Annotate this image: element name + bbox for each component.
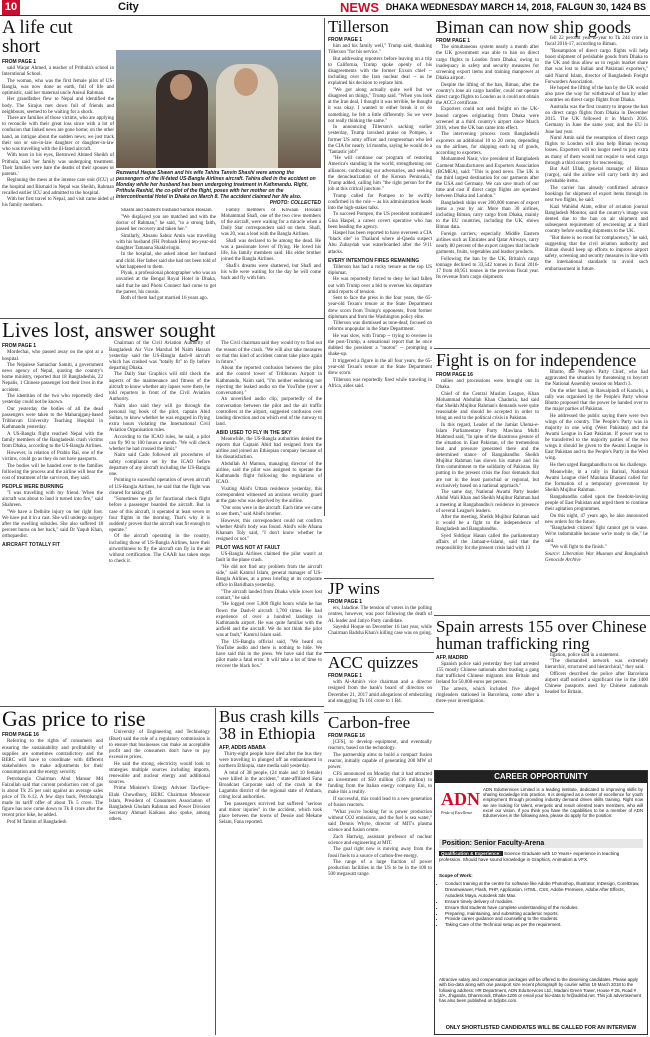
paragraph: Our yesterday the bodies of all the dead passengers were taken to the Maharajganj-based Tribhuvan University Teaching Hospital in Kathmandu yesterday.: [2, 407, 103, 431]
paragraph: Zach Hartwig, assistant professor of nuclear science and engineering at MIT.: [328, 834, 432, 846]
dateline: FROM PAGE 1: [328, 599, 363, 606]
column-rule: [215, 708, 216, 1035]
article-bus-crash: [219, 708, 322, 1035]
paragraph: him and his family well," Trump said, thanking Tillerson "for his service.": [328, 44, 432, 56]
paragraph: Sayedul Hoque on December 16 last year, while Chairman Badsha Khan's killing case was on going.: [328, 625, 432, 637]
paragraph: "The aircraft landed from Dhaka while tower lost contact," he said.: [216, 589, 322, 601]
paragraph: The bodies will be handed over to the families following the process and the airline will bear the cost of treatment of the survivors, they said.: [2, 463, 103, 481]
article-life-cut-short: [2, 18, 114, 316]
paragraph: Beginning the mess at the intense care unit (ICU) of the hospital and Bismaid in Nepal was Sheikh, Rahman recalled earlier ICU and admitted to the hospital.: [2, 178, 114, 196]
paragraph: The range of a large fraction of power production facilities in the US to be in the 100 to 500 megawatt range.: [328, 860, 432, 878]
logo-mark: ADN: [441, 789, 480, 809]
paragraph: On the other hand, in Rawalpindi of Karachi, a rally was organised by the People's Party whose Bhutto proposed that the power be handed over to the major parties of Pakistan.: [545, 388, 648, 412]
paragraph: "But there is no room for complacency," he said, suggesting that the civil aviation authority and Biman should keep up efforts to improve airport safety, screening and security measures in line with the international standards to avoid such embarrassment in future.: [545, 236, 648, 272]
paragraph: Kazi Wahidul Alam, editor of aviation journal Bangladesh Monitor, said the country's image was dented due to the ban on air shipment and subsequent requirement of rescreening at a third country before sending shipments to the UK.: [545, 205, 648, 235]
paragraph: Referring to the rights of consumers and ensuring the sustainability and profitability of supplies are sometimes contradictory and the BERC will have to coordinate with different stakeholders to make adjustments for their consumption and the energy security.: [2, 739, 103, 775]
position-title: Position: Senior Faculty-Arena: [439, 839, 643, 848]
headline: Bus crash kills 38 in Ethiopia: [219, 708, 320, 744]
article-body: [436, 662, 539, 705]
headline: Gas price to rise: [2, 708, 146, 731]
article-body: [109, 341, 210, 670]
article-body: [545, 36, 648, 281]
date-line: DHAKA WEDNESDAY MARCH 14, 2018, FALGUN 30, 1424 BS: [385, 2, 646, 12]
paragraph: He hoped the lifting of the ban by the UK would also pave the way for withdrawal of ban by other countries on direct cargo flights from Dhaka.: [545, 86, 648, 104]
paragraph: Following the ban by the UK, Britain's cargo tonnage declined to 33,542 tonnes in fiscal 2016-17 from 40,951 tonnes in the previous fiscal year. Its revenue from cargo shipments: [436, 256, 539, 280]
dateline: FROM PAGE 1: [328, 673, 363, 680]
paragraph: Ten passengers survived but suffered "serious and minor injuries" in the accident, which took place between the towns of Dessie and Mekane Selam, Fana reported.: [219, 801, 322, 825]
ad-footer: ONLY SHORTLISTED CANDIDATES WILL BE CALLED FOR AN INTERVIEW: [445, 1025, 637, 1031]
paragraph: fell 22 percent year-to-year to Tk 244 crore in fiscal 2016-17, according to Biman.: [545, 36, 648, 48]
article-life-cut-short-continued: [221, 208, 321, 316]
paragraph: A US-Bangla flight reached Nepal with the family members of the Bangladeshi crash victims from Dhaka, according to the US-Bangla Airlines.: [2, 432, 103, 450]
paragraph: Shashi and Shahid's husband Sumon Hossain.: [121, 208, 213, 213]
paragraph: Her grandfather flew to Nepal and identified the body. The Sirajus met down full of friends and neighbours, seemed to be waiting for a shock.: [2, 97, 114, 115]
paragraph: "Our sons were in the aircraft. Each time we came to see them," said Abid's brother.: [216, 505, 322, 517]
paragraph: Syed Siddiqur Hasan called the parliamentary affairs of the Jamaat-e-Islami, said that the responsibility for the present crisis laid with 13: [436, 534, 539, 552]
paragraph: Similarly, Ahsanu Sabuz Amin was travelling with his husband (FH Probash Hero) ten-year-old daughter Tamanna Shakhvingin.: [116, 233, 216, 251]
paragraph: He was reportedly forced to deny he had fallen out with Trump over a bid to oversee his departure amid reports of tension.: [328, 277, 432, 295]
paragraph: Prime Minister's Energy Adviser Tawfiq-e-Elahi Chowdhury, BERC Chairman Monowar Islam, President of Consumers Association of Bangladesh Ghulam Rahman and Power Division Secretary Ahmad Kaikaus also spoke, among others.: [109, 786, 210, 822]
paragraph: If successful, this could lead to a new generation of fusion reactors.: [328, 796, 432, 809]
paragraph: "We will fight to the finish.": [550, 545, 607, 551]
list-item: • Ensure timely delivery of modules.: [445, 899, 643, 905]
dateline: FROM PAGE 1: [328, 37, 363, 44]
section-name: City: [118, 1, 139, 13]
paragraph: Bhutto, the People's Party Chief, who had aggravated the situation by threatening to boycott the National Assembly session on March 3.: [545, 369, 648, 388]
paragraph: "We have a Delhiite injury on her right foot. We have put it in a cast. She will undergo surgery after the swelling subsides. She also suffered 18 percent burns on her back," said Dr Yaqub Khan, orthopaedist.: [2, 509, 103, 540]
career-advertisement: [434, 770, 648, 1035]
paragraph: Sent to face the press in the four years, the 65-year-old Texan's tenure at the State Department drew scorn from Trump's opponents, from former diplomats and from the Washington policy elite.: [328, 296, 432, 320]
article-tillerson: [328, 18, 432, 578]
paragraph: An unverified audio clip, purportedly of the conversation between the pilot and the air traffic controllers at the airport, suggested confusion over landing direction and on which end of the runway to land.: [216, 397, 322, 427]
article-body: [216, 341, 322, 670]
masthead: [0, 0, 650, 16]
paragraph: The carrier has already confirmed advance bookings for shipment of export items through its next two flights, he said.: [545, 186, 648, 204]
paragraph: Shafi was declared to be among the dead. He was a passionate lover of flying. He loved his life, his family members said. His elder brother joined the Bangla Airlines.: [221, 239, 321, 263]
subheading: PEOPLE WERE BURNING: [2, 483, 64, 490]
paragraph: "We displayed you are matched and with the doctor of Rahman," he said, "to a strong faith, passed her recovery and taken her.": [116, 214, 216, 232]
paragraph: said Waqar Ahmed, a teacher of Prithula's school in Interntional School.: [2, 65, 114, 77]
article-body: [545, 370, 648, 565]
paragraph: However, this correspondent could not confirm whether Abid's body was found. Abid's wife Afsana Khanam Toly said, "I don't know whether he resigned or not.": [216, 518, 322, 542]
section-rule: [0, 706, 324, 707]
dateline: AFP, ADDIS ABABA: [219, 744, 266, 751]
paragraph: "We got along actually quite well but we disagreed on things," Trump said. "When you look at the Iran deal, I thought it was terrible, he thought it was okay. I wanted to either break it or do something, he felt a little differently. So we were not really thinking the same.": [328, 88, 432, 124]
paragraph: Mohammed Nasir, vice president of Bangladesh Garment Manufacturers and Exporters Association (BGMEA), said: "This is good news. The UK is the third largest destination for our garments after the USA and Germany. We can save much of our time and cost if direct cargo flights are operated between Dhaka and London.": [436, 157, 539, 199]
paragraph: Meanwhile, in a rally in Barisal, National Awami League chief Maulana Bhasani called for the formation of a temporary government by Sheikh Mujibur Rahman.: [545, 469, 648, 493]
paragraph: Visiting Abid's Uttara residence yesterday, this correspondent witnessed an anxious security guard at the gate who was deprived by the airline.: [216, 486, 322, 505]
paragraph: Despite the lifting of the ban, Biman, after the country's lone air cargo handler, could not operate direct cargo flights to London as it could not obtain the ACC3 certificate.: [436, 82, 539, 106]
person-face: [170, 74, 192, 100]
paragraph: The intervening process costs Bangladeshi exporters an additional 10 to 20 cents, depending on the airlines, for shipping each kg of goods, according to exporters.: [436, 132, 539, 156]
paragraph: The same day, National Awami Party leader Abdul Wali Khan and Sheikh Mujibur Rahman had a meeting at Bangabandhu's residence in presence of several League's leaders.: [436, 490, 539, 514]
list-item: • Taking Care of the Technical setup as per the requirement.: [445, 922, 643, 928]
article-biman: [436, 18, 648, 348]
paragraph: Family members of Khwaan Hossain Mohammad Shafi, one of the two crew members of the aircraft, were waiting for a miracle when a Daily Star correspondent said on them. Shafi, was 20, was a lead with the Bangla Airlines.: [221, 208, 321, 238]
article-carbon-free: [328, 714, 432, 1034]
paragraph: Petrobangla Chairman Abul Mansur Md Faizullah said that current production cost of gas is about Tk 25 per unit against an average sales price of Tk 6.12. A few days back, Petrobangla made its tariff offer of about Tk 5 crore. The figure has now come down to Tk 8 crore after the recent price hike, he added.: [2, 776, 103, 819]
paragraph: He then urged Bangabandhu to on his challenge.: [550, 463, 648, 469]
section-rule: [324, 712, 434, 713]
article-acc-quizzes: [328, 654, 432, 710]
headline: JP wins: [328, 580, 380, 598]
news-photo: [116, 50, 321, 168]
paragraph: The partnership aims to build a compact fusion reactor, initially capable of generating 200 MW of power.: [328, 753, 432, 771]
paragraph: with Al-Amin's vice chairman and a director resigned from the bank's board of directors on December 21, 2017 amid allegations of embezzling and smuggling Tk 161 crore to 1 Bd.: [328, 680, 432, 704]
section-rule: [434, 348, 650, 349]
ad-intro: ADN EduServices Limited is a leading institute, dedicated to improving skills by sharing knowledge into practice. It is designed as a center of excellence for youth employment through providing industry demand driven skills training. Right now we are looking for talent, energetic and result oriented team members, who will excel our vision. If you think you have the capabilities to be a member of ADN EduServices in the following area, please do apply for the position:: [483, 787, 643, 819]
paragraph: Naim also said they will go through the personal log book of the pilot, captain Abid Sultan, to know whether he was engaged in flying extra hours violating the International Civil Aviation Organisation rules.: [109, 403, 210, 433]
paragraph: The identities of the two who reportedly died yesterday could not be known.: [2, 394, 103, 406]
paragraph: He was slow, with Trump -- trying to oversee in the post-Trump, a sensational report that he once dubbed the president a "moron" -- prompting a shake-up.: [328, 334, 432, 358]
paragraph: He addressed the public saying there were two wings of the country. The People's Party was in majority in one wing (West Pakistan) and the Awami League in East Pakistan. If power was to be transferred to the majority parties of the two wings it should be given to the Awami League in East Pakistan and to the People's Party in the West wing.: [545, 413, 648, 462]
caption-text: Rezwanul Haque Shawn and his wife Tahira Tanvin Shashi were among the passengers of the ill-fated US-Bangla Airlines aircraft. Tahira died in the accident on Monday while her husband has been undergoing treatment in Kathmandu. Right, Prithula Rashid, the co-pilot of the flight, poses with her mother on the Intercontinental Hotel in Dhaka on March 8. The accident claimed her life also.: [116, 170, 316, 200]
paragraph: Piyak, a professional photographer who was an unvaried at the Bengal Royal Hotel in Dhaka, said that he and Photo Connect had come to get the parent, his cousin.: [116, 271, 216, 295]
article-body: [2, 350, 103, 548]
paragraph: "What you're looking for is power production without CO2 emissions, and the fuel is sea water," said Dennis Whyte, director of MIT's plasma science and fusion centre.: [328, 809, 432, 834]
article-jp-wins: [328, 580, 432, 650]
headline: Spain arrests 155 over Chinese human trafficking ring: [436, 618, 647, 654]
article-body: [545, 653, 648, 706]
paragraph: Abdullah Al Mamun, managing director of the airline, said the pilot was assigned to operate the Kathmandu flight following the regulations of ICAO.: [216, 461, 322, 486]
subheading: EVERY INTENTION FIRES REMAINING: [328, 257, 420, 264]
list-item: • Provide career guidance and counselling to the students.: [445, 916, 643, 922]
paragraph: "Bangladesh citizens' fight cannot get to wane. We're indomitable because we're ready to die," he said.: [545, 526, 648, 544]
article-body: [436, 379, 539, 553]
subheading: ABID USED TO FLY IN THE SKY: [216, 429, 292, 436]
paragraph: On this night, 47 years ago, he also announced new orders for the future.: [545, 513, 648, 525]
paragraph: Mordechai, who passed away on the spot at a hospital.: [2, 350, 103, 362]
headline: ACC quizzes: [328, 654, 419, 672]
paragraph: In the hospital, she asked about her husband and child. Her father said she had not been told of what happened to them.: [116, 252, 216, 270]
paragraph: In announcing Tillerson's sacking earlier yesterday, Trump lavished praise on Pompeo, a former US army officer and congressman who led the CIA for nearly 14 months, saying he would do a "fantastic job!": [328, 125, 432, 155]
paragraph: The arrests, which included five alleged ringleaders stationed in Barcelona, come after a three-year investigation.: [436, 686, 539, 704]
qualification-label: Qualification & Experience:: [441, 851, 501, 856]
paragraph: Chief of the Central Muslim League, Khan Mohammad Abdullah Khan Chaduria, had said that Sheikh Mujibur Rahman's demands were quite reasonable and should be accepted in order to bring an end to the political crisis in Pakistan.: [436, 391, 539, 421]
section-rule: [324, 578, 434, 579]
paragraph: He said the strong, electricity would look to strategies multiple sources including imports, renewable and nuclear energy and additional sources.: [109, 761, 210, 785]
headline: Fight is on for independence: [436, 352, 637, 370]
paragraph: ers, Jaladine. The tension of voters in the polling centres, however, was poor following the death of AL leader and Jatiyo Party candidate.: [328, 606, 432, 624]
headline: Tillerson: [328, 18, 389, 36]
section-rule: [0, 318, 324, 319]
article-lives-lost: [2, 320, 322, 704]
list-item: • Preparing, maintaining, and submitting academic reports.: [445, 911, 643, 917]
paragraph: But addressing reporters before leaving on a trip to California, Trump spoke openly of his disagreements with the former Exxon chief -- including over the Iran nuclear deal -- as he explained his decision to replace him.: [328, 57, 432, 87]
section-rule: [324, 652, 434, 653]
article-fight-independence: [436, 352, 648, 614]
paragraph: CFS announced on Monday that it had attracted an investment of $50 million (£36 million) in funding from the Italian energy company Eni, to make this a reality.: [328, 771, 432, 796]
paragraph: It triggered a figure in the all four years, the 65-year-old Texan's tenure at the State Department drew scorn.: [328, 359, 432, 377]
paragraph: Nurul Amin said the resumption of direct cargo flights to London will also help Biman recoup losses. Exporters will no longer need to pay extra as many of them would not require to send cargo through a third country for rescreening.: [545, 136, 648, 166]
paragraph: With tears in his eyes, Bestowed Ahmed Sheikh of Prithula, said 'her family was undergoing treatment. Their families were bare the deaths of their spouses or parents.': [2, 153, 114, 177]
paragraph: Of the aircraft operating in the country, including those of US-Bangla Airlines, have their airworthiness to fly the aircraft can fly in the air without certification. The CAAB has taken steps to check it.: [109, 534, 210, 564]
paragraph: The goal right now is moving away from the fossil fuels to a source of carbon-free energy.: [328, 847, 432, 859]
article-life-cut-short-continued: [116, 208, 216, 316]
scope-label: Scope of Work:: [439, 873, 473, 878]
paragraph: ligation, police said in a statement.: [550, 652, 620, 658]
dateline: FROM PAGE 16: [436, 371, 473, 378]
dateline: FROM PAGE 1: [436, 38, 471, 45]
company-logo: [441, 789, 480, 819]
list-item: • Ensure that students have complete understanding of the modules.: [445, 905, 643, 911]
headline: Biman can now ship goods: [436, 18, 631, 37]
source-credit: Source: Liberation War Museum and Bangladesh Genocide Archive: [545, 551, 648, 563]
headline: A life cut short: [2, 18, 73, 58]
paragraph: Chairman of the Civil Aviation Authority of Bangladesh Air Vice Marshal M Naim Hassan yesterday said the US-Bangla dash-8 aircraft which has crashed was "totally fit" to fly before departing Dhaka.: [109, 341, 210, 371]
paragraph: "He did not find any problem from the aircraft side," said Kamrul Islam, general manager of US-Bangla Airlines, at a press briefing at its corporate office in Baridhara yesterday.: [216, 564, 322, 588]
subheading: AIRCRAFT TOTALLY FIT: [2, 542, 60, 549]
headline: Carbon-free: [328, 714, 411, 732]
paragraph: In this regard, Leader of the Jamiat Ulema-e-Islam Parliamentary Party Mawlana Mufti Mahmud said, "In spite of the disastrous gesture of the situation in East Pakistan, of the tremendous heat and pressure generated there and the determined stance of Bangabandhu Sheikh Mujibur Rahman has shown his stature and his firm commitment to the solidarity of Pakistan. By putting in the present crisis the four demands that are not in the least parochial or regional, but exclusively based on a national approach.": [436, 422, 539, 489]
paragraph: Shafi's dreams were shattered, but Shafi and his wife were waiting for the day he will come back and fly with him.: [221, 264, 321, 282]
photo-credit: PHOTO: COLLECTED: [269, 200, 321, 206]
article-body: [328, 740, 432, 878]
headline: Lives lost, answer sought: [2, 320, 216, 342]
paragraph: Foreign carriers, especially Middle Eastern airlines such as Emirates and Qatar Airways, carry nearly 80 percent of the export cargoes that include garments, fruits, vegetables and leather products.: [436, 231, 539, 256]
paragraph: University of Engineering and Technology (Buet) said the role of a regulatory commission is to ensure that businesses can make an acceptable profit and the consumers don't have to pay excessive prices.: [109, 730, 210, 760]
qualification: [439, 851, 643, 862]
article-body: [436, 45, 539, 281]
paragraph: The woman, who was the first female pilot of US-Bangla, was now done as earth, full of life and optimistic, said her maternal uncle Anisul Rahman.: [2, 78, 114, 96]
paragraph: Naim said Cado followed all procedures of safety compliance set by the ICAO before departure of any aircraft including the US-Bangla one.: [109, 453, 210, 477]
paragraph: Haspel has been reported to have overseen a CIA "black site" in Thailand where al-Qaeda suspect Abu Zubaydah was waterboarded after the 9/11 attacks.: [328, 231, 432, 255]
article-gas-price: [2, 708, 212, 1035]
article-body: [2, 66, 114, 210]
article-body: [328, 606, 432, 637]
paragraph: The Nepalese Samachar Samiti, a government news agency of Nepal, quoting the country's home ministry, reported that 18 Bangladeshis, 22 Nepalis, 1 Chinese passenger lost their lives in the accident.: [2, 363, 103, 393]
article-body: [109, 730, 210, 826]
qualification-text: Science Graduate with 10 Years+ experience in teaching profession. Should have sound knowledge in Graphics, Animation & VFX.: [439, 851, 620, 862]
paragraph: The simultaneous system nearly a month after the UK government was able to ban on direct cargo flights to London from Dhaka, owing to inadequacy in safety and security measures for screening export items and training manpower at Dhaka airport.: [436, 45, 539, 81]
paragraph: Tillerson was reportedly fired while traveling in Africa, aides said.: [328, 377, 432, 390]
paragraph: [CFS], to develop equipment, and eventually reactors, based on the technology.: [328, 740, 432, 752]
paragraph: There are families of those victims, who are applying to reconcile with their great loss since with a lot of confusion that linked news are gone home; on the other hand, an intrigue about the sudden news; we just track their son or son-in-law daughter or daughter-in-law who was travelling with the ill-fated aircraft.: [2, 116, 114, 152]
paragraph: Thirty-eight people have died after the bus they were travelling in plunged off an embankment in northern Ethiopia, state media said yesterday.: [219, 751, 322, 769]
logo-tagline: Pride of Excellence: [441, 810, 473, 815]
paragraph: "Sometimes we go for functional check flight before a passenger boarded the aircraft. But in case of this aircraft, it operated at least seven or four flights in the morning. That's why it is suddenly proven that the aircraft was fit enough to operate.": [109, 497, 210, 533]
paragraph: The US-Bangla official said, "We heard on YouTube audio and there is nothing to hide. We have said this in the press. We have said that the pilot made a fatal error. It will take a lot of time to recover the black box.": [216, 639, 322, 669]
list-item: • Conduct training at the centre for software like Adobe Photoshop, Illustrator, InDesign, CorelDraw, Dreamweaver, Flash, PHP, Application, HTML, CSS, Adobe Premiere, Adobe After Effects, Autodesk Maya, Autodesk 3ds Max.: [445, 881, 643, 899]
paragraph: But Asif Ullah, general manager of Biman (cargo), said the airline will carry both dry and perishable items.: [545, 167, 648, 185]
paragraph: Prof M Tamim of Bangladesh: [7, 819, 67, 825]
column-rule: [324, 18, 325, 516]
paragraph: Tillerson was dismissed as tone-deaf, focused on reforms unpopular in the State Department.: [328, 321, 432, 333]
article-body: [328, 44, 432, 390]
paragraph: Trump called for Pompeo to be swiftly confirmed in the role -- as his administration heads into the high-stakes talks.: [328, 193, 432, 211]
paragraph: "Resumption of direct cargo flights will help boost shipment of perishable goods from Dhaka to the UK and thus allow us to regain market share that was lost to Indian and Pakistani exporters," said Nazrul Islam, director of Bangladesh Freight Forwarders Association.: [545, 49, 648, 85]
paragraph: Australia was the first country to impose the ban on direct cargo flights from Dhaka in December 2015. The UK followed it in March 2016. Germany in June the same year, and the EU in June last year.: [545, 105, 648, 135]
paragraph: Spanish police said yesterday they had arrested 155 mostly Chinese nationals after busting a gang that trafficked Chinese migrants into Britain and Ireland for 50,000 euros per person.: [436, 661, 539, 685]
paragraph: Pointing to sucessful operation of seven aircraft of US-Bangla Airlines, he said that the flight was cleared for taking off.: [109, 478, 210, 496]
paragraph: About the reported confusion between the pilot and the control tower of Tribhuvan Airport in Kathmandu, Naim said, "I'm neither endorsing nor rejecting the leaked audio on the YouTube (over a conversation).": [216, 366, 322, 396]
photo-caption: [116, 170, 321, 206]
news-label: NEWS: [340, 0, 379, 15]
paragraph: "He logged over 5,000 flight hours while he has flown the Dash-8 aircraft 1,700 times. He had experience of over a hundred landings in Kathmandu airport. He was quite familiar with the airfield and the aircraft. We do not think the pilot was at fault," Kamrul Islam said.: [216, 602, 322, 638]
paragraph: rallies and processions were brought out in Dhaka.: [436, 378, 539, 390]
paragraph: US-Bangla Airlines claimed the pilot wasn't at fault in the plane crash.: [216, 551, 322, 563]
paragraph: Meanwhile, the US-Bangla authorities denied the reports that Captain Abid had resigned from the airline and joined an Ethiopian company because of his dissatisfaction.: [216, 436, 322, 461]
dateline: AFP, MADRID: [436, 654, 469, 661]
paragraph: However, in relation of Prabin Rai, one of the victims, could go as they do not have passports.: [2, 450, 103, 462]
paragraph: After the meeting, Sheikh Mujibur Rahman said it would be a fight to the independence of Bangladesh and Bangabandhu.: [436, 515, 539, 533]
article-spain-arrests: [436, 618, 648, 768]
paragraph: A total of 38 people, (24 male and 10 female) were killed in the accident," state-affiliated Fana Broadcast Corporate said of the crash in the Lagamba district of the regional state of Amhara, citing local authorities.: [219, 770, 322, 800]
paragraph: Bangabandhu called upon the freedom-loving people of East Pakistan and urged them to continue their agitation programmes.: [545, 494, 648, 512]
paragraph: The Daily Star Graphics will still check the aspects of the maintenance and fitness of the aircraft to know whether any lapses were there, he told reporters in front of the Civil Aviation Authority.: [109, 372, 210, 402]
page-number: 10: [2, 0, 20, 15]
paragraph: "I was travelling with my friend. When the aircraft was about to land it turned into fire," said Shahreen.: [2, 490, 103, 509]
dateline: FROM PAGE 1: [2, 343, 37, 350]
dateline: FROM PAGE 1: [2, 58, 37, 65]
article-body: [219, 752, 322, 826]
article-body: [2, 739, 103, 826]
paragraph: "The dismantled network was extremely hierarchic, structured and hierarchical," they said.: [545, 659, 648, 671]
section-rule: [434, 615, 650, 616]
dateline: FROM PAGE 16: [2, 732, 39, 739]
person-face: [234, 68, 258, 96]
paragraph: Both of them had got married 16 years ago.: [121, 296, 209, 302]
paragraph: Officers described the police after Barcelona airport staff noticed a significant rise in the 1400 Chinese passports used by Chinese nationals headed for Britain.: [545, 672, 648, 696]
article-body: [328, 680, 432, 704]
duties-list: [445, 881, 643, 928]
paragraph: To succeed Pompeo, the US president nominated Gina Haspel, a career covert operative who has been heading the agency.: [328, 212, 432, 230]
paragraph: Bangladesh ships over 200,000 tonnes of export items a year by air. More than 30 airlines, including Biman, carry cargo from Dhaka, mainly to the EU countries, including the UK, shows Biman data.: [436, 200, 539, 231]
paragraph: Exporters could not send freight on the UK-bound cargoes originating from Dhaka were screened at a third country's airport since March 2016, when the UK ban came into effect.: [436, 107, 539, 131]
ad-banner: CAREER OPPORTUNITY: [435, 771, 647, 783]
paragraph: With her first travel to Nepal, and visit came aided of his family members.: [2, 197, 114, 209]
paragraph: "He will continue our program of restoring America's standing in the world, strengthening our alliances, confronting our adversaries, and seeking the denuclearization of the Korean Peninsula," Trump added, calling him "the right person for the job at this critical juncture.": [328, 156, 432, 192]
dateline: FROM PAGE 16: [328, 733, 365, 740]
paragraph: Tillerson has had a rocky tenure as the top US diplomat.: [328, 264, 432, 276]
paragraph: According to the ICAO rules, he said, a pilot can fly 90 to 100 hours a month. "We will check whether he had crossed the limit.": [109, 434, 210, 452]
apply-instructions: Attractive salary and compensation packages will be offered to the deserving candidates. Please apply with bio-data along with one passport size recent photograph by courier within 19 March 2018 to the following address: HR Department, ADN EduServices Ltd., Madani Green Tower, House # 26, Road # 3/A, Jhigatola, Dhanmondi, Dhaka-1205 or email your bio-data to hr@adnbd.net. This job advertisement has also been published on bdjobs.com.: [439, 977, 642, 1004]
paragraph: The Civil chairman said they would try to find out the reason of the crash. "We will also take measures so that this kind of accident cannot take place again in future.": [216, 341, 322, 365]
subheading: PILOT WAS NOT AT FAULT: [216, 544, 281, 551]
